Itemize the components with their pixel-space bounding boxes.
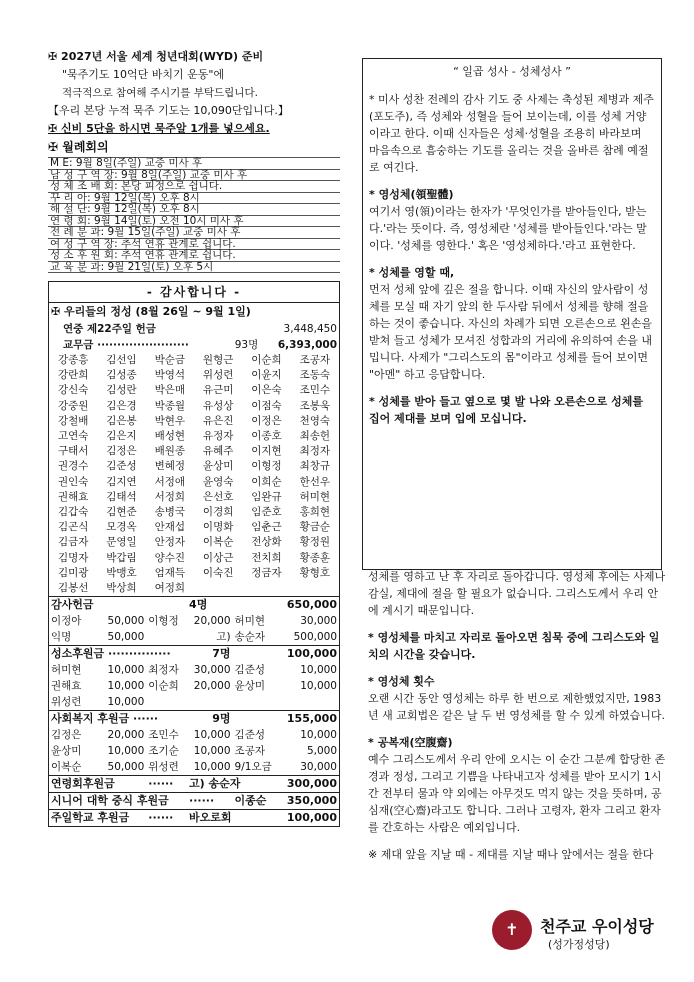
- offering-name: 이정아: [51, 615, 82, 628]
- donor-name: [242, 581, 290, 596]
- donor-name: 양수진: [154, 551, 186, 564]
- schedule-row: [48, 215, 340, 227]
- para-frequency: 오랜 시간 동안 영성체는 하루 한 번으로 제한했었지만, 1983년 새 교회법은 같은 날 두 번 영성체를 할 수 있게 하였습니다.: [368, 692, 665, 722]
- donor-name: 안정자: [154, 536, 186, 549]
- offering-amount: 고): [216, 631, 231, 644]
- yeonryeong-donor: 고) 송순자: [187, 776, 278, 793]
- offering-amount: 10,000: [193, 761, 231, 774]
- sacrament-continued: [362, 568, 672, 873]
- para-elevation: * 미사 성찬 전례의 감사 기도 중 사제는 축성된 제병과 제주(포도주), 즉 성체와 성혈을 들어 보이는데, 이를 성체 거양이라고 한다. 이때 신자들은 성체·성혈을 조용히 바라보며 마음속으로 흠숭하는 기도를 올리는 것을 올바른 참례 예절로 여긴다.: [369, 93, 654, 174]
- donor-name: 김은봉: [106, 414, 137, 427]
- offering-name: [146, 694, 187, 711]
- offering-name: 위성련: [51, 696, 82, 709]
- gyomu-count: 93명: [234, 339, 259, 351]
- donor-name: 서정애: [154, 475, 186, 488]
- heading-communion: * 영성체(領聖體): [369, 188, 454, 201]
- donor-name: 김갑숙: [57, 506, 89, 519]
- donor-name: 이희순: [251, 475, 282, 488]
- schedule-row: [48, 238, 340, 250]
- donor-name: 권해효: [57, 490, 89, 503]
- donor-name: 김미광: [57, 566, 89, 579]
- donor-row: [49, 535, 339, 550]
- offering-amount: 30,000: [300, 761, 337, 774]
- donor-name: 이점숙: [251, 399, 282, 412]
- schedule-row: [48, 158, 340, 170]
- donor-name: 최창규: [299, 460, 331, 473]
- schedule-entry: 성 체 조 배 회: 본당 피정으로 쉽니다.: [48, 181, 340, 193]
- heading-fast: * 공복재(空腹齋): [368, 736, 453, 749]
- donor-name: 임춘근: [251, 521, 282, 534]
- offering-row: [49, 743, 339, 759]
- donor-name: 박상희: [106, 582, 137, 595]
- offering-amount: 10,000: [300, 664, 337, 677]
- donor-name: 김지연: [106, 475, 137, 488]
- offering-amount: 50,000: [107, 615, 145, 628]
- offering-name: 김정은: [51, 729, 82, 742]
- offering-amount: 10,000: [300, 680, 337, 693]
- donor-name: 유혜주: [202, 445, 234, 458]
- wyd-notice-title: ✠ 2027년 서울 세계 청년대회(WYD) 준비: [48, 50, 264, 63]
- donor-name: 구태서: [57, 445, 89, 458]
- offering-name: 익명: [51, 631, 72, 644]
- welfare-count: 9명: [187, 711, 233, 728]
- donor-name: [194, 581, 242, 596]
- offering-amount: [187, 694, 233, 711]
- donor-row: [49, 490, 339, 505]
- offering-name: 권해효: [51, 680, 82, 693]
- donor-name: 권경수: [57, 460, 89, 473]
- donor-name: 김은경: [106, 399, 137, 412]
- donor-name: 한선우: [299, 475, 331, 488]
- cash-amount: 3,448,450: [283, 323, 337, 335]
- donor-name: 김은지: [106, 430, 137, 443]
- donor-name: 황정원: [299, 536, 331, 549]
- donor-name: 엄재득: [154, 566, 186, 579]
- donor-row: [49, 475, 339, 490]
- donor-name: 유은진: [202, 414, 234, 427]
- donor-name: 김곤식: [57, 521, 89, 534]
- parish-name: 천주교 우이성당: [540, 917, 654, 936]
- donor-name: 서정희: [154, 490, 186, 503]
- donor-name: [291, 581, 339, 596]
- yeonryeong-dots: ······: [146, 776, 187, 793]
- parish-subname: (성가정성당): [548, 938, 610, 951]
- donor-name: 강종흥: [57, 354, 89, 366]
- donor-name: 변혜정: [154, 460, 186, 473]
- donor-name: 위성련: [202, 369, 234, 382]
- schedule-row: [48, 204, 340, 216]
- donor-name: 김현준: [106, 506, 137, 519]
- donor-name: 김준성: [106, 460, 137, 473]
- offering-name: 조공자: [234, 745, 265, 758]
- donor-name: 김정은: [106, 445, 137, 458]
- donor-name: 이지현: [251, 445, 282, 458]
- schedule-entry: 꾸 리 아: 9월 12일(목) 오후 8시: [48, 192, 340, 204]
- schedule-entry: 남 성 구 역 장: 9월 8일(주일) 교중 미사 후: [48, 169, 340, 181]
- donor-name: 김봉선: [57, 582, 89, 595]
- donor-name: 강란희: [57, 369, 89, 382]
- offering-amount: 30,000: [300, 615, 337, 628]
- schedule-entry: 교 육 분 과: 9월 21일(토) 오후 5시: [48, 261, 340, 273]
- donor-name: 문영일: [106, 536, 137, 549]
- yeonryeong-amount: 300,000: [279, 776, 339, 793]
- schedule-entry: 해 설 단: 9월 12일(목) 오후 8시: [48, 204, 340, 216]
- donor-name: 임완규: [251, 490, 282, 503]
- meeting-schedule: [48, 157, 340, 273]
- gratitude-amount: 650,000: [233, 597, 339, 614]
- offering-name: 9/1오금: [234, 761, 272, 774]
- donor-name: 권인숙: [57, 475, 89, 488]
- donor-name: 윤영숙: [202, 475, 234, 488]
- vocation-amount: 100,000: [233, 646, 339, 663]
- donor-name: 김금자: [57, 536, 89, 549]
- sunday-dots: ······: [146, 810, 187, 827]
- monthly-meeting-title: ✠ 월례회의: [48, 140, 109, 154]
- sacrament-title: “ 일곱 성사 - 성체성사 ”: [453, 65, 571, 78]
- offering-amount: [279, 694, 339, 711]
- donor-name: 박은매: [154, 384, 186, 397]
- yeonryeong-label: 연령회후원금: [49, 776, 146, 793]
- welfare-label: 사회복지 후원금 ······: [49, 711, 187, 728]
- left-column: [48, 48, 340, 827]
- donor-name: 조봉욱: [299, 399, 331, 412]
- donor-name: 여정희: [154, 582, 186, 595]
- donor-name: 박현우: [154, 414, 186, 427]
- offering-amount: 500,000: [293, 631, 337, 644]
- gratitude-offering: [49, 596, 339, 826]
- offering-row: [49, 759, 339, 776]
- schedule-row: [48, 169, 340, 181]
- offering-amount: 10,000: [193, 729, 231, 742]
- offering-name: 조기순: [148, 745, 179, 758]
- offering-amount: 10,000: [107, 696, 145, 709]
- schedule-row: [48, 227, 340, 239]
- vocation-label: 성소후원금 ···············: [49, 646, 187, 663]
- offering-name: 위성련: [148, 761, 179, 774]
- donor-row: [49, 459, 339, 474]
- offering-row: [49, 694, 339, 711]
- donor-row: [49, 353, 339, 368]
- donor-name: 유정자: [202, 430, 234, 443]
- donor-name: 강중원: [57, 399, 89, 412]
- offering-name: 윤상미: [51, 745, 82, 758]
- donor-name: 조민수: [299, 384, 331, 397]
- offering-name: 최정자: [148, 664, 179, 677]
- schedule-row: [48, 250, 340, 262]
- offering-name: 윤상미: [234, 680, 265, 693]
- thanks-title: - 감사합니다 -: [49, 282, 339, 303]
- donor-name: 배성현: [154, 430, 186, 443]
- donor-name: 전치희: [251, 551, 282, 564]
- donor-name: 이명화: [202, 521, 234, 534]
- para-altar: ※ 제대 앞을 지날 때 - 제대를 지날 때나 앞에서는 절을 한다: [368, 848, 654, 861]
- donor-name: 황종훈: [299, 551, 331, 564]
- offering-name: 허미현: [51, 664, 82, 677]
- heading-receiving: * 성체를 영할 때,: [369, 266, 455, 279]
- donor-name: 천영숙: [299, 414, 331, 427]
- donor-name: 이윤지: [251, 369, 282, 382]
- donor-name: 이은숙: [251, 384, 282, 397]
- donor-name: 황형호: [299, 566, 331, 579]
- offering-amount: 30,000: [193, 664, 231, 677]
- donor-row: [49, 414, 339, 429]
- donor-name: 이종호: [251, 430, 282, 443]
- parish-logo-icon: ✝: [492, 910, 532, 950]
- gyomu-label: 교무금 ·······················: [63, 339, 189, 351]
- donor-row: [49, 551, 339, 566]
- donor-row: [49, 399, 339, 414]
- offering-amount: 10,000: [300, 729, 337, 742]
- offering-amount: 50,000: [107, 631, 145, 644]
- donor-name: 강신숙: [57, 384, 89, 397]
- offering-amount: 10,000: [107, 680, 145, 693]
- rosary-campaign: "묵주기도 10억단 바치기 운동"에: [62, 68, 225, 81]
- donor-row: [49, 505, 339, 520]
- donor-name: 박갑림: [106, 551, 137, 564]
- offering-name: 이복순: [51, 761, 82, 774]
- donor-name: 이경희: [202, 506, 234, 519]
- donor-name: 이숙진: [202, 566, 234, 579]
- senior-amount: 350,000: [279, 793, 339, 810]
- offering-row: [49, 613, 339, 629]
- offering-name: [146, 629, 187, 646]
- cash-offering: [49, 321, 339, 353]
- para-fast: 예수 그리스도께서 우리 안에 오시는 이 순간 그분께 합당한 존경과 정성, 그리고 기쁨을 나타내고자 성체를 받아 모시기 1시간 전부터 물과 약 외에는 아무것도 먹지 않는 것을 뜻하며, 공심재(空心齋)라고도 합니다. 그러나 고령자, 환자 그리고 환자를 간호하는 사람은 예외입니다.: [368, 753, 666, 834]
- schedule-row: [48, 181, 340, 193]
- donor-name: 이복순: [202, 536, 234, 549]
- donor-name: 원형근: [202, 354, 234, 366]
- schedule-row: [48, 192, 340, 204]
- schedule-entry: M E: 9월 8일(주일) 교중 미사 후: [48, 158, 340, 170]
- donor-name: 임준호: [251, 506, 282, 519]
- offering-amount: 10,000: [193, 745, 231, 758]
- offering-amount: 20,000: [107, 729, 145, 742]
- offering-amount: 10,000: [107, 664, 145, 677]
- donor-name: 고연숙: [57, 430, 89, 443]
- senior-dots: ······: [187, 793, 233, 810]
- offering-amount: 10,000: [107, 745, 145, 758]
- donor-name: 박영석: [154, 369, 186, 382]
- donor-name: 황금순: [299, 521, 331, 534]
- donor-row: [49, 566, 339, 581]
- welfare-amount: 155,000: [233, 711, 339, 728]
- donor-name: 이형정: [251, 460, 282, 473]
- rosary-count: 【우리 본당 누적 묵주 기도는 10,090단입니다.】: [48, 104, 289, 117]
- cash-label: 연중 제22주일 헌금: [63, 323, 156, 335]
- sacrament-box: [362, 58, 662, 570]
- donor-names: [49, 353, 339, 596]
- gratitude-label: 감사헌금: [49, 597, 187, 614]
- donor-row: [49, 383, 339, 398]
- offering-name: [233, 694, 279, 711]
- sunday-amount: 100,000: [279, 810, 339, 827]
- vocation-count: 7명: [187, 646, 233, 663]
- offering-name: 허미현: [234, 615, 265, 628]
- offering-name: 조민수: [148, 729, 179, 742]
- donor-name: 조공자: [299, 354, 331, 366]
- participation-request: 적극적으로 참여해 주시기를 부탁드립니다.: [62, 87, 258, 99]
- donor-name: 박종월: [154, 399, 186, 412]
- senior-donor: 이종순: [233, 793, 279, 810]
- offering-name: 이순희: [148, 680, 179, 693]
- schedule-entry: 전 례 분 과: 9월 15일(주일) 교중 미사 후: [48, 227, 340, 239]
- schedule-entry: 성 소 후 원 회: 추석 연휴 관계로 쉽니다.: [48, 250, 340, 262]
- donor-name: 배원종: [154, 445, 186, 458]
- donor-row: [49, 520, 339, 535]
- offering-name: 김준성: [234, 729, 265, 742]
- offering-amount: 50,000: [107, 761, 145, 774]
- para-return: 성체를 영하고 난 후 자리로 돌아갑니다. 영성체 후에는 사제나 감실, 제대에 절을 할 필요가 없습니다. 그리스도께서 우리 안에 계시기 때문입니다.: [368, 570, 666, 617]
- schedule-entry: 여 성 구 역 장: 추석 연휴 관계로 쉽니다.: [48, 238, 340, 250]
- schedule-entry: 연 령 회: 9월 14일(토) 오전 10시 미사 후: [48, 215, 340, 227]
- heading-frequency: * 영성체 횟수: [368, 675, 435, 688]
- donor-name: 이정은: [251, 414, 282, 427]
- donor-name: 이상근: [202, 551, 234, 564]
- offering-row: [49, 678, 339, 694]
- offering-name: 이형정: [148, 615, 179, 628]
- donor-name: 모경옥: [106, 521, 137, 534]
- para-receiving: 먼저 성체 앞에 깊은 절을 합니다. 이때 자신의 앞사람이 성체를 모실 때 자기 앞의 한 두사람 뒤에서 성체를 향해 절을 하는 것이 좋습니다. 자신의 차례가 되면 오른손으로 왼손을 받쳐 들고 성체가 모셔진 성합과의 거리에 유의하여 손을 내밉니다. 사제가 "그리스도의 몸"이라고 성체를 들어 보이면 "아멘" 하고 응답합니다.: [369, 283, 652, 381]
- offering-row: [49, 727, 339, 743]
- offering-row: [49, 662, 339, 678]
- offering-amount: 20,000: [193, 615, 231, 628]
- donor-name: 안재섭: [154, 521, 186, 534]
- senior-label: 시니어 대학 중식 후원금: [49, 793, 187, 810]
- donor-name: 김선임: [106, 354, 137, 366]
- donor-name: 강철배: [57, 414, 89, 427]
- donor-name: 은선호: [202, 490, 234, 503]
- donor-name: 박순금: [154, 354, 186, 366]
- heading-silence: * 영성체를 마치고 자리로 돌아오면 침묵 중에 그리스도와 일치의 시간을 갖습니다.: [368, 631, 660, 661]
- offering-row: [49, 629, 339, 646]
- donor-name: 최정자: [299, 445, 331, 458]
- offering-name: 김준성: [234, 664, 265, 677]
- donor-name: 이순희: [251, 354, 282, 366]
- donor-name: 박맹호: [106, 566, 137, 579]
- offering-name: 송순자: [234, 631, 265, 644]
- donor-name: 홍희현: [299, 506, 331, 519]
- donor-name: 송병국: [154, 506, 186, 519]
- offering-amount: 20,000: [193, 680, 231, 693]
- sacrament-body: [363, 91, 661, 427]
- donor-name: 김성란: [106, 384, 137, 397]
- gratitude-count: 4명: [187, 597, 233, 614]
- donor-name: 윤상미: [202, 460, 234, 473]
- offering-period: ✠ 우리들의 정성 (8월 26일 ~ 9월 1일): [51, 305, 251, 318]
- schedule-row: [48, 261, 340, 273]
- donor-row: [49, 429, 339, 444]
- donor-row: [49, 444, 339, 459]
- rosary-instruction: ✠ 신비 5단을 하시면 묵주알 1개를 넣으세요.: [48, 122, 270, 135]
- donor-row: [49, 581, 339, 596]
- donor-name: 허미현: [299, 490, 331, 503]
- donor-name: 전상화: [251, 536, 282, 549]
- gyomu-amount: 6,393,000: [277, 339, 337, 351]
- donor-name: 조동숙: [299, 369, 331, 382]
- offering-amount: 5,000: [306, 745, 337, 758]
- donor-name: 김태석: [106, 490, 137, 503]
- sunday-donor: 바오로회: [187, 810, 278, 827]
- heading-hand: * 성체를 받아 들고 옆으로 몇 발 나와 오른손으로 성체를 집어 제대를 보며 입에 모십니다.: [369, 395, 643, 425]
- donor-name: 최송헌: [299, 430, 331, 443]
- donor-name: 유성상: [202, 399, 234, 412]
- donor-name: 정금자: [251, 566, 282, 579]
- donor-row: [49, 368, 339, 383]
- thanks-box: [48, 281, 340, 827]
- donor-name: 김성종: [106, 369, 137, 382]
- para-communion: 여기서 영(領)이라는 한자가 '무엇인가를 받아들인다, 받는다.'라는 뜻이다. 즉, 영성체란 '성체를 받아들인다.'라는 말이다. '성체를 영한다.' 혹은 '영성체하다.'라고 표현한다.: [369, 205, 647, 252]
- donor-name: 김명자: [57, 551, 89, 564]
- sunday-label: 주일학교 후원금: [49, 810, 146, 827]
- donor-name: 유근미: [202, 384, 234, 397]
